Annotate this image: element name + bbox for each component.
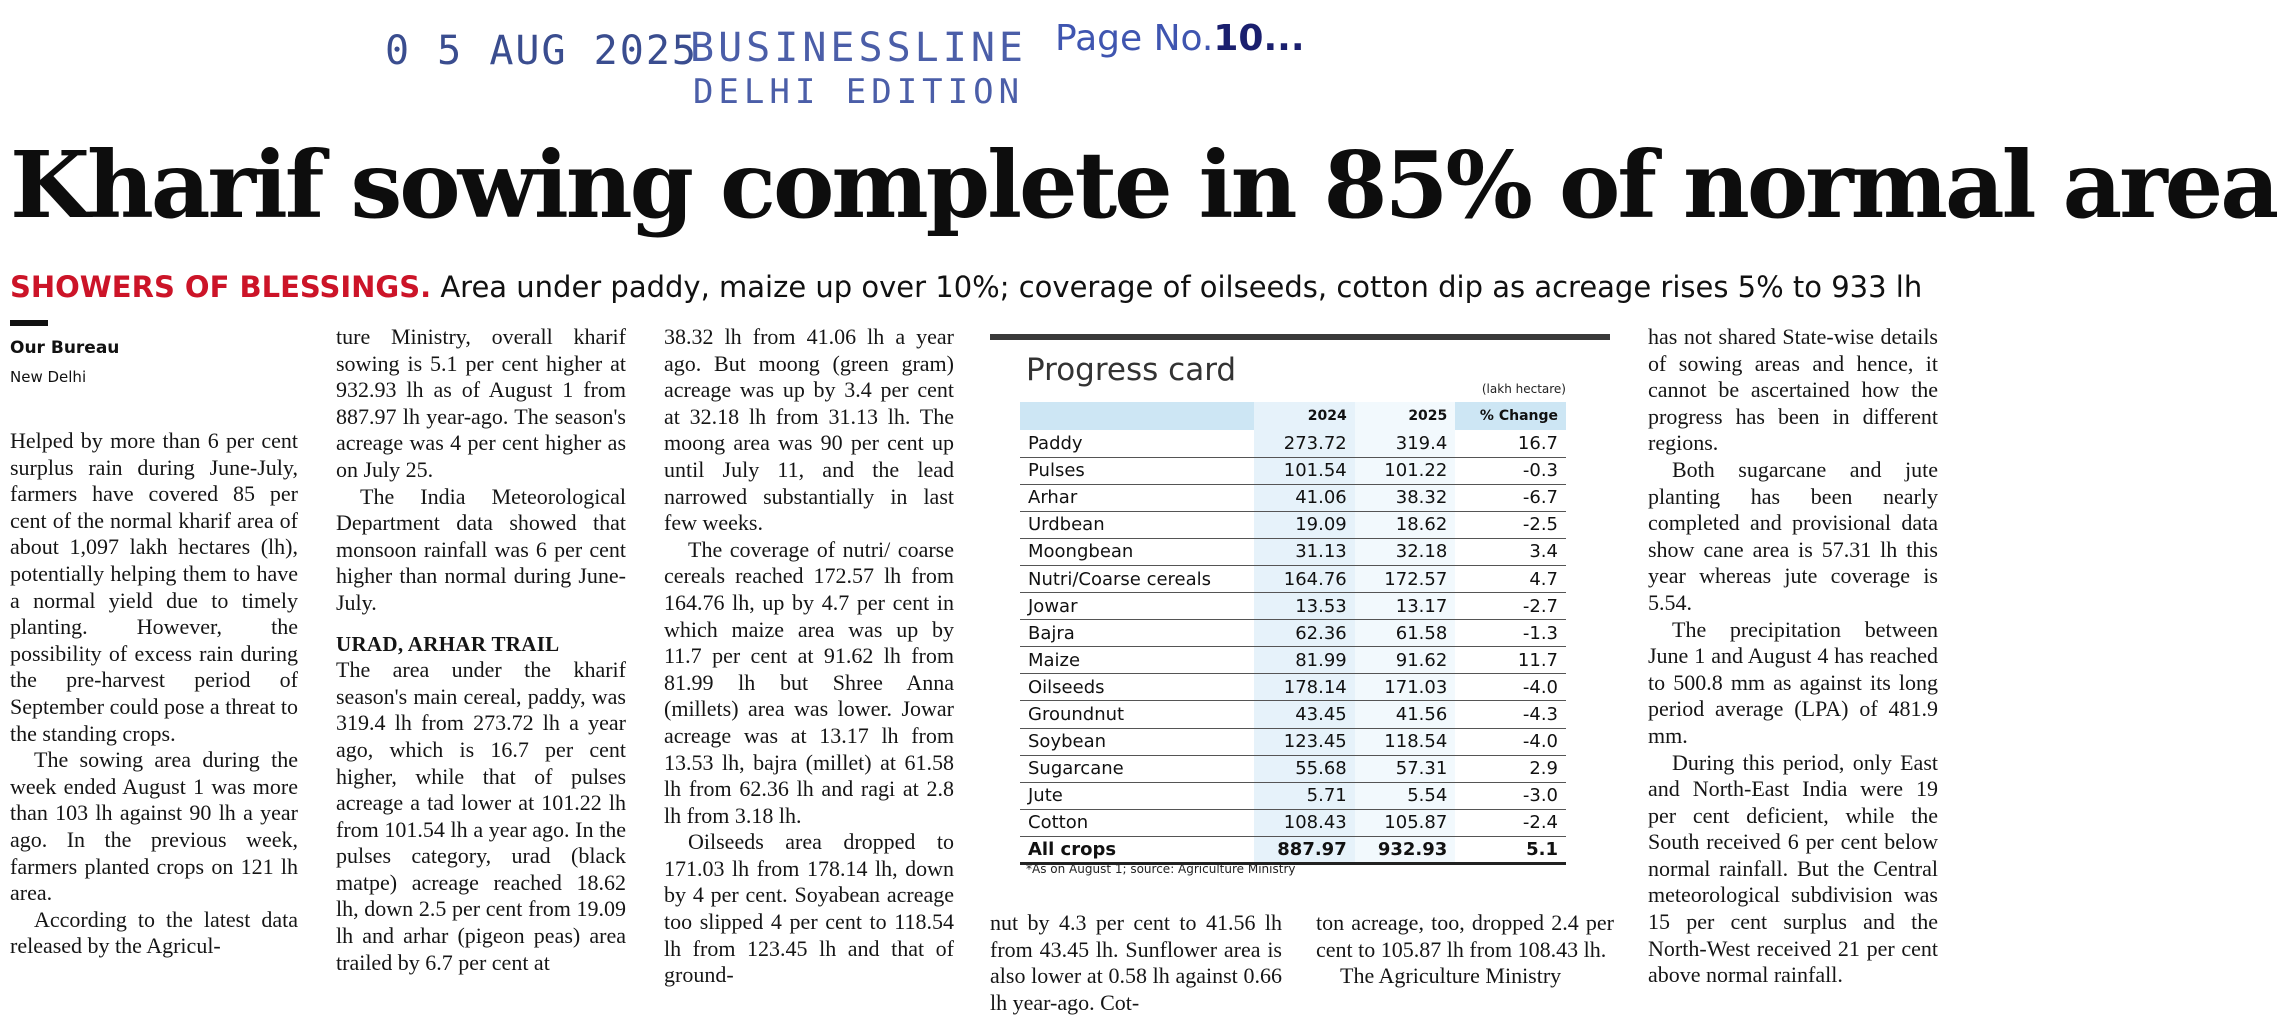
article-paragraph: nut by 4.3 per cent to 41.56 lh from 43.45 lh. Sunflower area is also lower at 0.58 lh against 0.66 lh year-ago. Cot-: [990, 910, 1282, 1015]
crop-name: Urdbean: [1020, 511, 1254, 538]
article-column-4b: [1316, 910, 1614, 990]
crop-name: Bajra: [1020, 620, 1254, 647]
percent-change: -4.0: [1455, 728, 1566, 755]
crop-name: Sugarcane: [1020, 755, 1254, 782]
area-2025: 118.54: [1355, 728, 1456, 755]
progress-card-unit: (lakh hectare): [1481, 382, 1566, 396]
table-row: [1020, 430, 1566, 457]
article-paragraph: During this period, only East and North-East India were 19 per cent deficient, while the South received 6 per cent below normal rainfall. But the Central meteorological subdivision was 15 per cent surplus and the North-West received 21 per cent above normal rainfall.: [1648, 749, 1938, 988]
article-paragraph: The India Meteorological Department data showed that monsoon rainfall was 6 per cent higher than normal during June-July.: [336, 483, 626, 615]
table-row: [1020, 620, 1566, 647]
page-number-value: 10...: [1213, 18, 1305, 59]
publication-name: BUSINESSLINE: [690, 25, 1027, 71]
table-row: [1020, 701, 1566, 728]
progress-table: [1020, 402, 1566, 865]
area-2024: 108.43: [1254, 809, 1355, 836]
percent-change: 16.7: [1455, 430, 1566, 457]
crop-name: Nutri/Coarse cereals: [1020, 565, 1254, 592]
article-paragraph: Both sugarcane and jute planting has been nearly completed and provisional data show cane area is 57.31 lh this year whereas jute coverage is 5.54.: [1648, 456, 1938, 615]
percent-change: -1.3: [1455, 620, 1566, 647]
progress-card-title: Progress card: [1026, 352, 1237, 388]
area-2024: 5.71: [1254, 782, 1355, 809]
crop-name: Jute: [1020, 782, 1254, 809]
area-2025: 61.58: [1355, 620, 1456, 647]
table-row: [1020, 647, 1566, 674]
area-2024: 164.76: [1254, 565, 1355, 592]
percent-change: -2.7: [1455, 593, 1566, 620]
article-paragraph: has not shared State-wise details of sowing areas and hence, it cannot be ascertained how the progress has been in different regions.: [1648, 324, 1938, 456]
area-2025: 91.62: [1355, 647, 1456, 674]
area-2024: 19.09: [1254, 511, 1355, 538]
area-2025: 13.17: [1355, 593, 1456, 620]
page-number-label: Page No.: [1055, 18, 1214, 59]
crop-name: Soybean: [1020, 728, 1254, 755]
strap-kicker: SHOWERS OF BLESSINGS.: [10, 270, 432, 304]
article-paragraph: The sowing area during the week ended August 1 was more than 103 lh against 90 lh a year ago. In the previous week, farmers planted crops on 121 lh area.: [10, 747, 298, 906]
article-column-3: [664, 324, 954, 989]
article-strap: [10, 270, 1940, 304]
percent-change: -3.0: [1455, 782, 1566, 809]
article-paragraph: The area under the kharif season's main cereal, paddy, was 319.4 lh from 273.72 lh a year ago, which is 16.7 per cent higher, while that of pulses acreage a tad lower at 101.22 lh from 101.54 lh a year ago. In the pulses category, urad (black matpe) acreage reached 18.62 lh, down 2.5 per cent from 19.09 lh and arhar (pigeon peas) area trailed by 6.7 per cent at: [336, 657, 626, 975]
area-2024: 41.06: [1254, 484, 1355, 511]
percent-change: -4.0: [1455, 674, 1566, 701]
page-number-stamp: [1055, 18, 1305, 59]
area-2025: 18.62: [1355, 511, 1456, 538]
table-row: [1020, 809, 1566, 836]
article-column-5: [1648, 324, 1938, 989]
area-2025: 105.87: [1355, 809, 1456, 836]
area-2024: 43.45: [1254, 701, 1355, 728]
table-row: [1020, 565, 1566, 592]
area-2025: 172.57: [1355, 565, 1456, 592]
area-2025: 41.56: [1355, 701, 1456, 728]
area-2024: 273.72: [1254, 430, 1355, 457]
crop-name: Cotton: [1020, 809, 1254, 836]
area-2024: 62.36: [1254, 620, 1355, 647]
table-header-crop: [1020, 402, 1254, 430]
article-paragraph: 38.32 lh from 41.06 lh a year ago. But moong (green gram) acreage was up by 3.4 per cent at 32.18 lh from 31.13 lh. The moong area was 90 per cent up until July 11, and the lead narrowed substantially in last few weeks.: [664, 324, 954, 536]
table-header-change: % Change: [1455, 402, 1566, 430]
byline-rule: [10, 320, 48, 326]
article-paragraph: The coverage of nutri/ coarse cereals reached 172.57 lh from 164.76 lh, up by 4.7 per cent in which maize area was up by 11.7 per cent at 91.62 lh from 81.99 lh but Shree Anna (millets) area was lower. Jowar acreage was at 13.17 lh from 13.53 lh, bajra (millet) at 61.58 lh from 62.36 lh and ragi at 2.8 lh from 3.18 lh.: [664, 536, 954, 828]
table-header-row: [1020, 402, 1566, 430]
area-2025: 38.32: [1355, 484, 1456, 511]
crop-name: Groundnut: [1020, 701, 1254, 728]
crop-name: All crops: [1020, 836, 1254, 863]
article-column-1: [10, 428, 298, 960]
table-header-2025: 2025: [1355, 402, 1456, 430]
area-2024: 31.13: [1254, 538, 1355, 565]
crop-name: Moongbean: [1020, 538, 1254, 565]
article-paragraph: ton acreage, too, dropped 2.4 per cent to 105.87 lh from 108.43 lh.: [1316, 910, 1614, 962]
percent-change: -6.7: [1455, 484, 1566, 511]
area-2025: 57.31: [1355, 755, 1456, 782]
table-row: [1020, 782, 1566, 809]
table-row: [1020, 593, 1566, 620]
table-row: [1020, 457, 1566, 484]
area-2024: 123.45: [1254, 728, 1355, 755]
article-paragraph: According to the latest data released by the Agricul-: [10, 906, 298, 959]
area-2025: 32.18: [1355, 538, 1456, 565]
percent-change: 5.1: [1455, 836, 1566, 863]
article-subhead: URAD, ARHAR TRAIL: [336, 631, 560, 656]
article-headline: Kharif sowing complete in 85% of normal area: [10, 131, 2277, 239]
crop-name: Jowar: [1020, 593, 1254, 620]
progress-card: [990, 334, 1610, 884]
area-2025: 319.4: [1355, 430, 1456, 457]
article-paragraph: The Agriculture Ministry: [1340, 963, 1562, 989]
table-row: [1020, 674, 1566, 701]
table-header-2024: 2024: [1254, 402, 1355, 430]
publication-stamp: [690, 24, 1027, 112]
article-paragraph: ture Ministry, overall kharif sowing is 5.1 per cent higher at 932.93 lh as of August 1 from 887.97 lh year-ago. The season's acreage was 4 per cent higher as on July 25.: [336, 324, 626, 482]
table-row: [1020, 728, 1566, 755]
strap-text: Area under paddy, maize up over 10%; coverage of oilseeds, cotton dip as acreage rises 5% to 933 lh: [431, 270, 1923, 304]
area-2024: 178.14: [1254, 674, 1355, 701]
area-2025: 932.93: [1355, 836, 1456, 863]
area-2024: 887.97: [1254, 836, 1355, 863]
byline: [10, 320, 310, 386]
area-2025: 171.03: [1355, 674, 1456, 701]
byline-author: Our Bureau: [10, 338, 120, 358]
publication-edition: DELHI EDITION: [692, 72, 1025, 112]
table-row: [1020, 755, 1566, 782]
table-row: [1020, 484, 1566, 511]
crop-name: Paddy: [1020, 430, 1254, 457]
area-2024: 101.54: [1254, 457, 1355, 484]
area-2025: 5.54: [1355, 782, 1456, 809]
area-2024: 81.99: [1254, 647, 1355, 674]
percent-change: -2.4: [1455, 809, 1566, 836]
area-2024: 13.53: [1254, 593, 1355, 620]
percent-change: 4.7: [1455, 565, 1566, 592]
table-total-row: [1020, 836, 1566, 863]
percent-change: 11.7: [1455, 647, 1566, 674]
article-paragraph: The precipitation between June 1 and August 4 has reached to 500.8 mm as against its long period average (LPA) of 481.9 mm.: [1648, 616, 1938, 748]
percent-change: 3.4: [1455, 538, 1566, 565]
clipping-stamp: [0, 0, 1948, 110]
area-2025: 101.22: [1355, 457, 1456, 484]
article-paragraph: Helped by more than 6 per cent surplus rain during June-July, farmers have covered 85 per cent of the normal kharif area of about 1,097 lakh hectares (lh), potentially helping them to have a normal yield due to timely planting. However, the possibility of excess rain during the pre-harvest period of September could pose a threat to the standing crops.: [10, 428, 298, 746]
article-column-2: [336, 324, 626, 976]
crop-name: Pulses: [1020, 457, 1254, 484]
table-row: [1020, 538, 1566, 565]
table-row: [1020, 511, 1566, 538]
byline-place: New Delhi: [10, 368, 87, 386]
area-2024: 55.68: [1254, 755, 1355, 782]
article-paragraph: Oilseeds area dropped to 171.03 lh from 178.14 lh, down by 4 per cent. Soyabean acreage too slipped 4 per cent to 118.54 lh from 123.45 lh and that of ground-: [664, 829, 954, 988]
crop-name: Maize: [1020, 647, 1254, 674]
article-column-4a: [990, 910, 1282, 1016]
date-stamp: 0 5 AUG 2025: [385, 28, 698, 74]
progress-card-source: *As on August 1; source: Agriculture Ministry: [1026, 862, 1296, 876]
crop-name: Arhar: [1020, 484, 1254, 511]
crop-name: Oilseeds: [1020, 674, 1254, 701]
percent-change: -2.5: [1455, 511, 1566, 538]
percent-change: -4.3: [1455, 701, 1566, 728]
percent-change: -0.3: [1455, 457, 1566, 484]
percent-change: 2.9: [1455, 755, 1566, 782]
